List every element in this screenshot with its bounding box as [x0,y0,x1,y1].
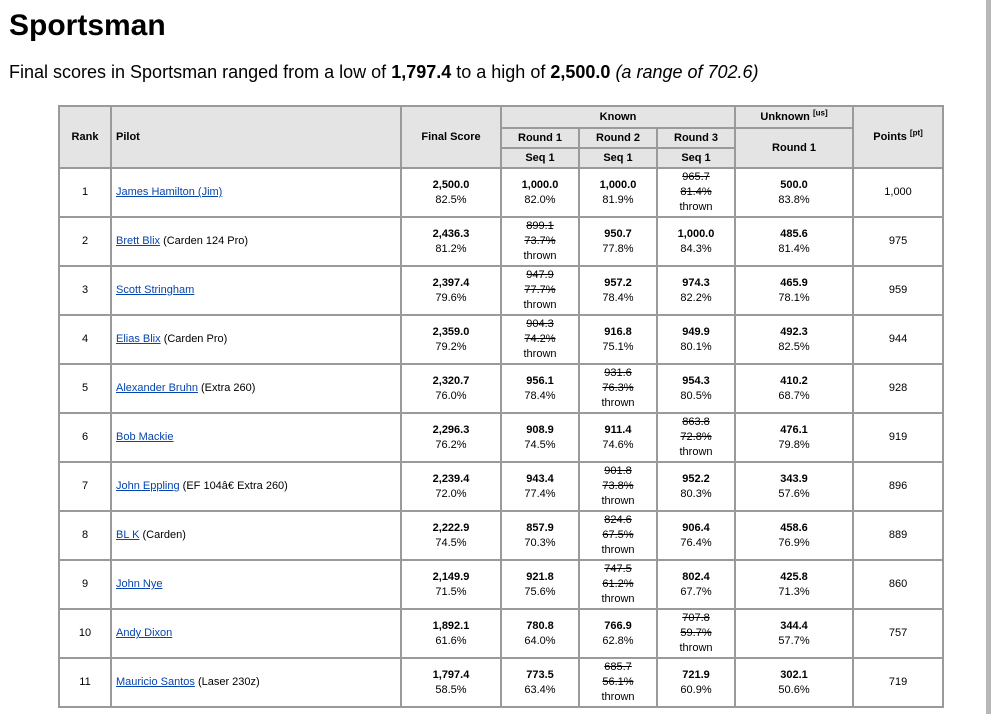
thrown-label: thrown [601,495,635,507]
unknown-round-cell [736,463,854,512]
pilot-cell [112,316,402,365]
pilot-link[interactable]: BL K [116,529,140,541]
round-3-percent: 80.1% [680,340,712,353]
round-2-score: 916.8 [604,325,632,338]
rank-cell: 4 [60,316,112,365]
aircraft-text: (Laser 230z) [197,676,260,688]
final-score-value: 2,320.7 [432,374,470,387]
round-2-percent: 78.4% [602,291,634,304]
points-cell: 889 [854,512,944,561]
unknown-round-cell [736,365,854,414]
round-2-thrown-percent: 73.8% [602,480,634,492]
summary-prefix: Final scores in Sportsman ranged from a low of [9,62,387,82]
final-score-percent: 76.2% [435,438,467,451]
round-3-score: 954.3 [682,374,710,387]
unknown-percent: 50.6% [778,683,810,696]
rank-cell: 2 [60,218,112,267]
pilot-cell [112,610,402,659]
round-3-cell [658,512,736,561]
final-score-percent: 58.5% [435,683,467,696]
round-1-cell [502,218,580,267]
round-2-score: 1,000.0 [599,178,637,191]
final-score-value: 2,149.9 [432,570,470,583]
summary-middle: to a high of [456,62,546,82]
pilot-link[interactable]: Mauricio Santos [116,676,195,688]
pilot-cell [112,218,402,267]
final-score-value: 2,436.3 [432,227,470,240]
round-3-percent: 80.5% [680,389,712,402]
round-2-thrown-score: 901.8 [604,465,632,477]
round-1-percent: 74.5% [524,438,556,451]
round-2-cell [580,365,658,414]
round-1-cell [502,316,580,365]
final-score-value: 2,359.0 [432,325,470,338]
unknown-percent: 83.8% [778,193,810,206]
table-row [60,365,944,414]
round-2-thrown-score: 747.5 [604,563,632,575]
round-1-cell [502,512,580,561]
pilot-cell [112,561,402,610]
round-3-thrown-percent: 59.7% [680,627,712,639]
round-3-thrown-score: 707.8 [682,612,710,624]
round-3-score: 906.4 [682,521,710,534]
final-score-value: 2,397.4 [432,276,470,289]
round-1-percent: 78.4% [524,389,556,402]
round-3-cell [658,463,736,512]
final-score-percent: 79.6% [435,291,467,304]
round-3-thrown-score: 965.7 [682,171,710,183]
unknown-score: 476.1 [780,423,808,436]
round-1-cell [502,414,580,463]
round-1-score: 857.9 [526,521,554,534]
points-cell: 944 [854,316,944,365]
round-2-percent: 81.9% [602,193,634,206]
header-round-3: Round 3 [658,129,736,149]
pilot-cell [112,463,402,512]
unknown-round-cell [736,610,854,659]
final-score-cell [402,169,502,218]
table-row [60,267,944,316]
round-1-percent: 64.0% [524,634,556,647]
round-1-thrown-percent: 74.2% [524,333,556,345]
unknown-score: 344.4 [780,619,808,632]
round-3-percent: 67.7% [680,585,712,598]
summary-high: 2,500.0 [550,62,611,82]
unknown-round-cell [736,267,854,316]
round-3-score: 974.3 [682,276,710,289]
points-cell: 896 [854,463,944,512]
pilot-cell [112,659,402,708]
round-2-cell [580,218,658,267]
final-score-cell [402,316,502,365]
unknown-percent: 57.6% [778,487,810,500]
final-score-percent: 76.0% [435,389,467,402]
points-cell: 719 [854,659,944,708]
unknown-percent: 57.7% [778,634,810,647]
final-score-cell [402,414,502,463]
page-edge-bar [986,0,991,714]
round-1-cell [502,169,580,218]
rank-cell: 8 [60,512,112,561]
unknown-score: 425.8 [780,570,808,583]
final-score-value: 1,797.4 [432,668,470,681]
header-seq-1: Seq 1 [502,149,580,169]
unknown-score: 302.1 [780,668,808,681]
final-score-cell [402,610,502,659]
final-score-percent: 81.2% [435,242,467,255]
unknown-round-cell [736,169,854,218]
unknown-round-cell [736,316,854,365]
table-row [60,414,944,463]
round-3-percent: 84.3% [680,242,712,255]
header-points-label: Points [873,131,907,143]
round-1-cell [502,561,580,610]
round-2-cell [580,267,658,316]
table-row [60,316,944,365]
thrown-label: thrown [679,642,713,654]
rank-cell: 6 [60,414,112,463]
round-3-cell [658,610,736,659]
round-2-cell [580,316,658,365]
round-1-score: 921.8 [526,570,554,583]
unknown-score: 465.9 [780,276,808,289]
final-score-cell [402,218,502,267]
final-score-cell [402,267,502,316]
round-2-score: 911.4 [604,423,632,436]
final-score-value: 2,296.3 [432,423,470,436]
unknown-round-cell [736,512,854,561]
round-1-cell [502,610,580,659]
thrown-label: thrown [601,544,635,556]
round-3-cell [658,169,736,218]
round-1-cell [502,659,580,708]
unknown-score: 458.6 [780,521,808,534]
scores-table [58,105,944,708]
header-rank: Rank [60,107,112,169]
header-seq-1: Seq 1 [580,149,658,169]
rank-cell: 1 [60,169,112,218]
round-1-thrown-score: 947.9 [526,269,554,281]
round-3-score: 802.4 [682,570,710,583]
thrown-label: thrown [601,593,635,605]
aircraft-text: (Carden) [142,529,186,541]
round-2-thrown-score: 931.6 [604,367,632,379]
summary-low: 1,797.4 [391,62,452,82]
aircraft-text: (Carden 124 Pro) [163,235,249,247]
pilot-cell [112,169,402,218]
unknown-round-cell [736,218,854,267]
round-3-thrown-percent: 72.8% [680,431,712,443]
round-2-thrown-score: 824.6 [604,514,632,526]
pilot-link[interactable]: Alexander Bruhn [116,382,198,394]
thrown-label: thrown [601,691,635,703]
round-1-score: 773.5 [526,668,554,681]
rank-cell: 10 [60,610,112,659]
final-score-percent: 82.5% [435,193,467,206]
unknown-percent: 71.3% [778,585,810,598]
final-score-percent: 71.5% [435,585,467,598]
round-2-cell [580,659,658,708]
round-3-score: 1,000.0 [677,227,715,240]
thrown-label: thrown [679,446,713,458]
round-1-score: 908.9 [526,423,554,436]
pilot-link[interactable]: Brett Blix [116,235,161,247]
round-3-thrown-score: 863.8 [682,416,710,428]
unknown-percent: 76.9% [778,536,810,549]
final-score-percent: 61.6% [435,634,467,647]
round-3-percent: 60.9% [680,683,712,696]
pilot-cell [112,365,402,414]
unknown-score: 492.3 [780,325,808,338]
unknown-score: 500.0 [780,178,808,191]
points-cell: 928 [854,365,944,414]
pilot-link[interactable]: Scott Stringham [116,284,195,296]
round-2-score: 766.9 [604,619,632,632]
unknown-percent: 78.1% [778,291,810,304]
round-2-percent: 75.1% [602,340,634,353]
header-unknown-note[interactable]: [us] [812,108,828,118]
unknown-round-cell [736,561,854,610]
pilot-link[interactable]: John Nye [116,578,163,590]
header-unknown [736,107,854,129]
unknown-score: 410.2 [780,374,808,387]
points-cell: 959 [854,267,944,316]
round-1-score: 1,000.0 [521,178,559,191]
rank-cell: 9 [60,561,112,610]
final-score-value: 1,892.1 [432,619,470,632]
round-1-score: 943.4 [526,472,554,485]
round-1-thrown-score: 904.3 [526,318,554,330]
round-2-thrown-percent: 61.2% [602,578,634,590]
round-3-score: 949.9 [682,325,710,338]
round-1-cell [502,365,580,414]
pilot-cell [112,414,402,463]
summary-range: (a range of 702.6) [615,62,759,82]
round-3-cell [658,316,736,365]
round-3-percent: 82.2% [680,291,712,304]
table-row [60,610,944,659]
pilot-link[interactable]: Andy Dixon [116,627,173,639]
final-score-cell [402,659,502,708]
unknown-percent: 81.4% [778,242,810,255]
points-cell: 757 [854,610,944,659]
thrown-label: thrown [523,348,557,360]
table-row [60,512,944,561]
final-score-percent: 74.5% [435,536,467,549]
table-row [60,218,944,267]
rank-cell: 3 [60,267,112,316]
round-3-thrown-percent: 81.4% [680,186,712,198]
header-pilot: Pilot [112,107,402,169]
points-cell: 1,000 [854,169,944,218]
aircraft-text: (Carden Pro) [163,333,228,345]
pilot-link[interactable]: Elias Blix [116,333,161,345]
round-1-percent: 77.4% [524,487,556,500]
points-cell: 860 [854,561,944,610]
header-known: Known [502,107,736,129]
header-final-score: Final Score [402,107,502,169]
round-1-score: 780.8 [526,619,554,632]
header-unknown-round-1: Round 1 [736,129,854,169]
round-1-percent: 63.4% [524,683,556,696]
table-row [60,659,944,708]
rank-cell: 5 [60,365,112,414]
pilot-link[interactable]: James Hamilton (Jim) [116,186,223,198]
round-1-score: 956.1 [526,374,554,387]
round-3-cell [658,414,736,463]
header-points-note[interactable]: [pt] [909,128,923,138]
unknown-percent: 82.5% [778,340,810,353]
round-1-cell [502,463,580,512]
unknown-round-cell [736,659,854,708]
header-points [854,107,944,169]
round-1-thrown-percent: 77.7% [524,284,556,296]
header-unknown-label: Unknown [760,111,810,123]
round-1-percent: 75.6% [524,585,556,598]
round-2-percent: 77.8% [602,242,634,255]
page-title: Sportsman [9,9,166,42]
round-1-thrown-score: 899.1 [526,220,554,232]
round-3-percent: 80.3% [680,487,712,500]
aircraft-text: (Extra 260) [201,382,256,394]
table-row [60,561,944,610]
unknown-percent: 79.8% [778,438,810,451]
round-2-percent: 62.8% [602,634,634,647]
final-score-value: 2,500.0 [432,178,470,191]
score-summary [9,60,759,84]
round-2-score: 950.7 [604,227,632,240]
final-score-percent: 79.2% [435,340,467,353]
round-3-score: 721.9 [682,668,710,681]
round-1-thrown-percent: 73.7% [524,235,556,247]
round-2-thrown-percent: 67.5% [602,529,634,541]
round-1-percent: 82.0% [524,193,556,206]
rank-cell: 7 [60,463,112,512]
final-score-cell [402,365,502,414]
unknown-percent: 68.7% [778,389,810,402]
final-score-cell [402,463,502,512]
round-2-cell [580,561,658,610]
thrown-label: thrown [601,397,635,409]
final-score-cell [402,561,502,610]
pilot-link[interactable]: John Eppling [116,480,180,492]
round-3-cell [658,659,736,708]
round-2-score: 957.2 [604,276,632,289]
round-3-cell [658,218,736,267]
round-3-percent: 76.4% [680,536,712,549]
points-cell: 919 [854,414,944,463]
round-2-thrown-score: 685.7 [604,661,632,673]
round-3-cell [658,561,736,610]
round-2-thrown-percent: 76.3% [602,382,634,394]
final-score-value: 2,222.9 [432,521,470,534]
round-1-cell [502,267,580,316]
round-3-cell [658,267,736,316]
thrown-label: thrown [523,250,557,262]
round-2-cell [580,463,658,512]
header-round-2: Round 2 [580,129,658,149]
pilot-cell [112,512,402,561]
pilot-link[interactable]: Bob Mackie [116,431,174,443]
round-2-cell [580,414,658,463]
round-2-cell [580,169,658,218]
header-round-1: Round 1 [502,129,580,149]
points-cell: 975 [854,218,944,267]
header-seq-1: Seq 1 [658,149,736,169]
round-1-percent: 70.3% [524,536,556,549]
final-score-value: 2,239.4 [432,472,470,485]
round-2-cell [580,610,658,659]
table-row [60,169,944,218]
thrown-label: thrown [523,299,557,311]
round-2-cell [580,512,658,561]
pilot-cell [112,267,402,316]
final-score-cell [402,512,502,561]
final-score-percent: 72.0% [435,487,467,500]
round-3-score: 952.2 [682,472,710,485]
table-row [60,463,944,512]
round-2-percent: 74.6% [602,438,634,451]
unknown-round-cell [736,414,854,463]
unknown-score: 343.9 [780,472,808,485]
rank-cell: 11 [60,659,112,708]
aircraft-text: (EF 104â€ Extra 260) [182,480,288,492]
round-3-cell [658,365,736,414]
round-2-thrown-percent: 56.1% [602,676,634,688]
table-body [60,169,944,708]
unknown-score: 485.6 [780,227,808,240]
thrown-label: thrown [679,201,713,213]
